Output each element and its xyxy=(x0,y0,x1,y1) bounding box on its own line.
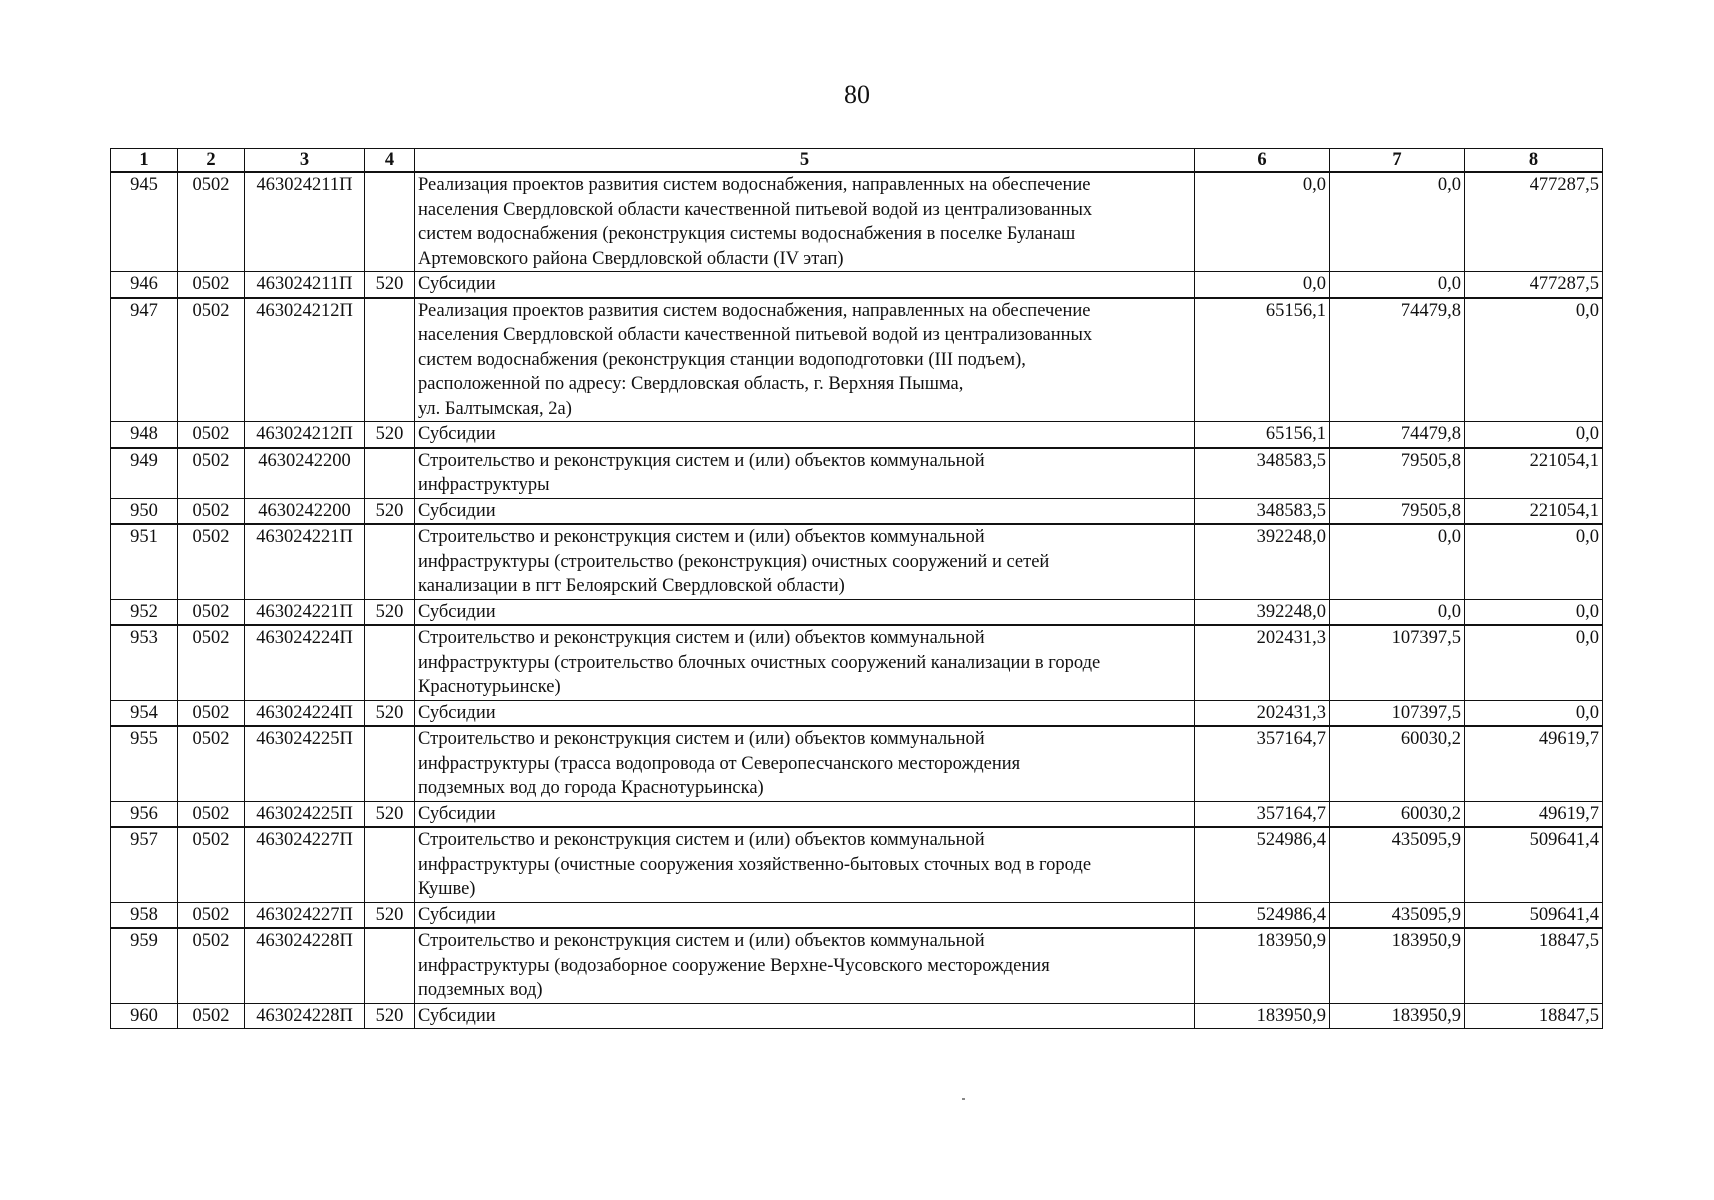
amount-col-8: 509641,4 xyxy=(1465,902,1603,928)
amount-col-7: 0,0 xyxy=(1330,172,1465,272)
target-article-code: 463024227П xyxy=(245,902,365,928)
description-line: Субсидии xyxy=(418,803,496,824)
section-code: 0502 xyxy=(178,272,245,298)
target-article-code: 463024224П xyxy=(245,625,365,700)
description-line: населения Свердловской области качественной питьевой водой из централизованных xyxy=(418,325,1093,345)
section-code: 0502 xyxy=(178,599,245,625)
amount-col-6: 524986,4 xyxy=(1195,902,1330,928)
amount-col-6: 348583,5 xyxy=(1195,448,1330,499)
item-description xyxy=(415,524,1195,599)
amount-col-8: 477287,5 xyxy=(1465,272,1603,298)
description-line: инфраструктуры (строительство блочных очистных сооружений канализации в городе xyxy=(418,652,1101,673)
target-article-code: 463024228П xyxy=(245,928,365,1003)
amount-col-6: 183950,9 xyxy=(1195,1003,1330,1029)
table-row xyxy=(111,902,1603,928)
section-code: 0502 xyxy=(178,827,245,902)
amount-col-7: 74479,8 xyxy=(1330,422,1465,448)
item-description xyxy=(415,827,1195,902)
description-line: населения Свердловской области качественной питьевой водой из централизованных xyxy=(418,199,1093,220)
description-line: инфраструктуры (очистные сооружения хозяйственно-бытовых сточных вод в городе xyxy=(418,854,1092,875)
row-number: 951 xyxy=(111,524,178,599)
description-line: Строительство и реконструкция систем и (или) объектов коммунальной xyxy=(418,931,985,951)
amount-col-6: 524986,4 xyxy=(1195,827,1330,902)
description-line: Кушве) xyxy=(418,879,476,899)
amount-col-7: 60030,2 xyxy=(1330,801,1465,827)
table-row xyxy=(111,726,1603,801)
expense-type-code: 520 xyxy=(365,1003,415,1029)
section-code: 0502 xyxy=(178,524,245,599)
amount-col-8: 0,0 xyxy=(1465,422,1603,448)
column-header-6: 6 xyxy=(1195,149,1330,173)
amount-col-6: 0,0 xyxy=(1195,272,1330,298)
table-row xyxy=(111,272,1603,298)
section-code: 0502 xyxy=(178,298,245,422)
column-header-5: 5 xyxy=(415,149,1195,173)
description-line: Артемовского района Свердловской области (IV этап) xyxy=(418,248,844,269)
description-line: Строительство и реконструкция систем и (или) объектов коммунальной xyxy=(418,628,985,648)
target-article-code: 463024221П xyxy=(245,599,365,625)
row-number: 952 xyxy=(111,599,178,625)
item-description xyxy=(415,448,1195,499)
description-line: подземных вод) xyxy=(418,980,543,1000)
expense-type-code: 520 xyxy=(365,801,415,827)
table-row xyxy=(111,700,1603,726)
column-header-8: 8 xyxy=(1465,149,1603,173)
expense-type-code xyxy=(365,172,415,272)
item-description xyxy=(415,172,1195,272)
amount-col-7: 183950,9 xyxy=(1330,928,1465,1003)
amount-col-8: 0,0 xyxy=(1465,524,1603,599)
expense-type-code xyxy=(365,625,415,700)
amount-col-8: 477287,5 xyxy=(1465,172,1603,272)
item-description xyxy=(415,298,1195,422)
section-code: 0502 xyxy=(178,448,245,499)
section-code: 0502 xyxy=(178,726,245,801)
table-row xyxy=(111,599,1603,625)
row-number: 957 xyxy=(111,827,178,902)
amount-col-8: 509641,4 xyxy=(1465,827,1603,902)
column-header-4: 4 xyxy=(365,149,415,173)
amount-col-8: 0,0 xyxy=(1465,599,1603,625)
amount-col-7: 60030,2 xyxy=(1330,726,1465,801)
row-number: 945 xyxy=(111,172,178,272)
section-code: 0502 xyxy=(178,902,245,928)
description-line: Субсидии xyxy=(418,904,496,925)
amount-col-6: 65156,1 xyxy=(1195,422,1330,448)
amount-col-8: 18847,5 xyxy=(1465,928,1603,1003)
amount-col-7: 183950,9 xyxy=(1330,1003,1465,1029)
amount-col-7: 435095,9 xyxy=(1330,902,1465,928)
item-description xyxy=(415,422,1195,448)
item-description xyxy=(415,625,1195,700)
amount-col-8: 221054,1 xyxy=(1465,498,1603,524)
section-code: 0502 xyxy=(178,928,245,1003)
amount-col-7: 0,0 xyxy=(1330,524,1465,599)
description-line: канализации в пгт Белоярский Свердловской области) xyxy=(418,576,845,596)
expense-type-code xyxy=(365,298,415,422)
description-line: Строительство и реконструкция систем и (или) объектов коммунальной xyxy=(418,527,985,547)
target-article-code: 463024212П xyxy=(245,298,365,422)
item-description xyxy=(415,599,1195,625)
target-article-code: 463024228П xyxy=(245,1003,365,1029)
amount-col-6: 183950,9 xyxy=(1195,928,1330,1003)
amount-col-8: 0,0 xyxy=(1465,700,1603,726)
target-article-code: 463024211П xyxy=(245,172,365,272)
row-number: 948 xyxy=(111,422,178,448)
description-line: расположенной по адресу: Свердловская область, г. Верхняя Пышма, xyxy=(418,374,964,394)
row-number: 947 xyxy=(111,298,178,422)
description-line: ул. Балтымская, 2а) xyxy=(418,398,572,419)
amount-col-6: 202431,3 xyxy=(1195,625,1330,700)
amount-col-7: 74479,8 xyxy=(1330,298,1465,422)
section-code: 0502 xyxy=(178,700,245,726)
target-article-code: 463024225П xyxy=(245,801,365,827)
description-line: Субсидии xyxy=(418,1005,496,1026)
amount-col-6: 65156,1 xyxy=(1195,298,1330,422)
row-number: 956 xyxy=(111,801,178,827)
expense-type-code: 520 xyxy=(365,599,415,625)
item-description xyxy=(415,801,1195,827)
amount-col-8: 18847,5 xyxy=(1465,1003,1603,1029)
table-row xyxy=(111,422,1603,448)
amount-col-7: 107397,5 xyxy=(1330,625,1465,700)
amount-col-6: 392248,0 xyxy=(1195,524,1330,599)
amount-col-7: 79505,8 xyxy=(1330,448,1465,499)
amount-col-8: 49619,7 xyxy=(1465,726,1603,801)
row-number: 959 xyxy=(111,928,178,1003)
description-line: Реализация проектов развития систем водоснабжения, направленных на обеспечение xyxy=(418,300,1091,321)
description-line: Субсидии xyxy=(418,424,496,444)
row-number: 954 xyxy=(111,700,178,726)
item-description xyxy=(415,1003,1195,1029)
item-description xyxy=(415,726,1195,801)
expense-type-code: 520 xyxy=(365,700,415,726)
description-line: Реализация проектов развития систем водоснабжения, направленных на обеспечение xyxy=(418,175,1091,195)
description-line: Строительство и реконструкция систем и (или) объектов коммунальной xyxy=(418,450,985,471)
description-line: Субсидии xyxy=(418,274,496,294)
description-line: Краснотурьинске) xyxy=(418,677,561,697)
description-line: Субсидии xyxy=(418,702,496,723)
row-number: 946 xyxy=(111,272,178,298)
row-number: 958 xyxy=(111,902,178,928)
description-line: инфраструктуры (трасса водопровода от Северопесчанского месторождения xyxy=(418,753,1021,774)
item-description xyxy=(415,700,1195,726)
description-line: инфраструктуры xyxy=(418,475,550,495)
table-body xyxy=(111,172,1603,1029)
section-code: 0502 xyxy=(178,422,245,448)
expense-type-code: 520 xyxy=(365,498,415,524)
item-description xyxy=(415,498,1195,524)
description-line: Субсидии xyxy=(418,601,496,622)
target-article-code: 463024211П xyxy=(245,272,365,298)
target-article-code: 4630242200 xyxy=(245,448,365,499)
expense-type-code xyxy=(365,928,415,1003)
amount-col-7: 0,0 xyxy=(1330,599,1465,625)
description-line: Строительство и реконструкция систем и (или) объектов коммунальной xyxy=(418,830,985,850)
section-code: 0502 xyxy=(178,172,245,272)
amount-col-7: 435095,9 xyxy=(1330,827,1465,902)
section-code: 0502 xyxy=(178,801,245,827)
scan-artifact xyxy=(962,1098,965,1100)
amount-col-8: 0,0 xyxy=(1465,625,1603,700)
expense-type-code xyxy=(365,448,415,499)
table-row xyxy=(111,448,1603,499)
row-number: 953 xyxy=(111,625,178,700)
budget-table xyxy=(110,148,1603,1029)
expense-type-code xyxy=(365,524,415,599)
column-header-2: 2 xyxy=(178,149,245,173)
table-row xyxy=(111,172,1603,272)
row-number: 960 xyxy=(111,1003,178,1029)
expense-type-code xyxy=(365,726,415,801)
table-row xyxy=(111,827,1603,902)
column-header-3: 3 xyxy=(245,149,365,173)
section-code: 0502 xyxy=(178,625,245,700)
target-article-code: 463024227П xyxy=(245,827,365,902)
amount-col-8: 0,0 xyxy=(1465,298,1603,422)
expense-type-code xyxy=(365,827,415,902)
expense-type-code: 520 xyxy=(365,902,415,928)
page-number: 80 xyxy=(844,80,870,109)
item-description xyxy=(415,928,1195,1003)
table-row xyxy=(111,298,1603,422)
amount-col-6: 357164,7 xyxy=(1195,726,1330,801)
target-article-code: 4630242200 xyxy=(245,498,365,524)
table-row xyxy=(111,928,1603,1003)
section-code: 0502 xyxy=(178,498,245,524)
table-row xyxy=(111,801,1603,827)
target-article-code: 463024221П xyxy=(245,524,365,599)
item-description xyxy=(415,902,1195,928)
description-line: систем водоснабжения (реконструкция системы водоснабжения в поселке Буланаш xyxy=(418,224,1076,244)
description-line: Строительство и реконструкция систем и (или) объектов коммунальной xyxy=(418,729,985,749)
expense-type-code: 520 xyxy=(365,272,415,298)
amount-col-7: 107397,5 xyxy=(1330,700,1465,726)
table-row xyxy=(111,1003,1603,1029)
column-header-1: 1 xyxy=(111,149,178,173)
description-line: систем водоснабжения (реконструкция станции водоподготовки (III подъем), xyxy=(418,349,1026,370)
amount-col-6: 357164,7 xyxy=(1195,801,1330,827)
amount-col-6: 348583,5 xyxy=(1195,498,1330,524)
description-line: инфраструктуры (строительство (реконструкция) очистных сооружений и сетей xyxy=(418,551,1050,572)
target-article-code: 463024212П xyxy=(245,422,365,448)
description-line: инфраструктуры (водозаборное сооружение Верхне-Чусовского месторождения xyxy=(418,955,1050,976)
table-header-row xyxy=(111,149,1603,173)
amount-col-7: 79505,8 xyxy=(1330,498,1465,524)
row-number: 949 xyxy=(111,448,178,499)
row-number: 950 xyxy=(111,498,178,524)
column-header-7: 7 xyxy=(1330,149,1465,173)
amount-col-8: 49619,7 xyxy=(1465,801,1603,827)
item-description xyxy=(415,272,1195,298)
target-article-code: 463024224П xyxy=(245,700,365,726)
description-line: подземных вод до города Краснотурьинска) xyxy=(418,778,764,798)
expense-type-code: 520 xyxy=(365,422,415,448)
table-row xyxy=(111,498,1603,524)
amount-col-7: 0,0 xyxy=(1330,272,1465,298)
description-line: Субсидии xyxy=(418,500,496,521)
amount-col-6: 202431,3 xyxy=(1195,700,1330,726)
section-code: 0502 xyxy=(178,1003,245,1029)
row-number: 955 xyxy=(111,726,178,801)
table-row xyxy=(111,625,1603,700)
target-article-code: 463024225П xyxy=(245,726,365,801)
amount-col-6: 0,0 xyxy=(1195,172,1330,272)
amount-col-8: 221054,1 xyxy=(1465,448,1603,499)
table-row xyxy=(111,524,1603,599)
amount-col-6: 392248,0 xyxy=(1195,599,1330,625)
